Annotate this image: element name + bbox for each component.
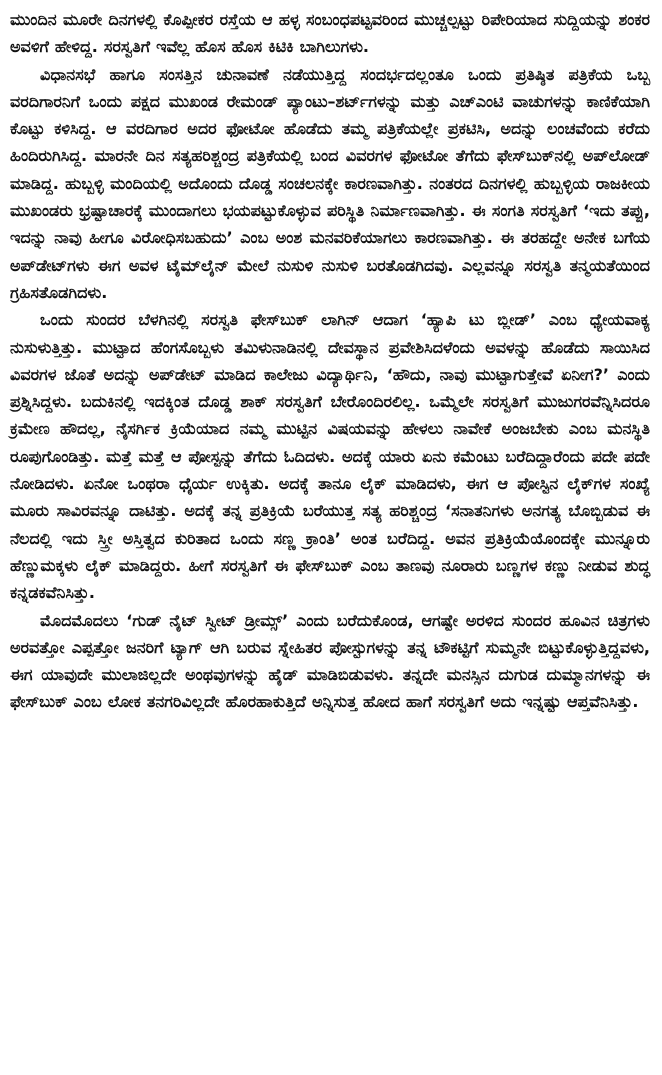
paragraph-1: ಮುಂದಿನ ಮೂರೇ ದಿನಗಳಲ್ಲಿ ಕೊಪ್ಪೀಕರ ರಸ್ತೆಯ ಆ ಹಳ್ಳ ಸಂಬಂಧಪಟ್ಟವರಿಂದ ಮುಚ್ಚಲ್ಪಟ್ಟು ರಿಪೇರಿಯಾದ ಸುದ್ದಿಯನ್ನು ಶಂಕರ ಅವಳಿಗೆ ಹೇಳಿದ್ದ. ಸರಸ್ವತಿಗೆ ಇವೆಲ್ಲ ಹೊಸ ಹೊಸ ಕಿಟಿಕಿ ಬಾಗಿಲುಗಳು. xyxy=(10,10,650,57)
paragraph-3: ಒಂದು ಸುಂದರ ಬೆಳಗಿನಲ್ಲಿ ಸರಸ್ವತಿ ಫೇಸ್‌ಬುಕ್ ಲಾಗಿನ್ ಆದಾಗ ‘ಹ್ಯಾಪಿ ಟು ಬ್ಲೀಡ್’ ಎಂಬ ಧ್ಯೇಯವಾಕ್ಯ ನುಸುಳುತ್ತಿತ್ತು. ಮುಟ್ಟಾದ ಹೆಂಗಸೊಬ್ಬಳು ತಮಿಳುನಾಡಿನಲ್ಲಿ ದೇವಸ್ಥಾನ ಪ್ರವೇಶಿಸಿದಳೆಂದು ಅವಳನ್ನು ಹೊಡೆದು ಸಾಯಿಸಿದ ವಿವರಗಳ ಜೊತೆ ಅದನ್ನು ಅಪ್‌ಡೇಟ್ ಮಾಡಿದ ಕಾಲೇಜು ವಿದ್ಯಾರ್ಥಿನಿ, ‘ಹೌದು, ನಾವು ಮುಟ್ಟಾಗುತ್ತೇವೆ ಏನೀಗ?’ ಎಂದು ಪ್ರಶ್ನಿಸಿದ್ದಳು. ಬದುಕಿನಲ್ಲಿ ಇದಕ್ಕಿಂತ ದೊಡ್ಡ ಶಾಕ್ ಸರಸ್ವತಿಗೆ ಬೇರೊಂದಿರಲಿಲ್ಲ. ಒಮ್ಮೆಲೇ ಸರಸ್ವತಿಗೆ ಮುಜುಗರವೆನ್ನಿಸಿದರೂ ಕ್ರಮೇಣ ಹೌದಲ್ಲ, ನೈಸರ್ಗಿಕ ಕ್ರಿಯೆಯಾದ ನಮ್ಮ ಮುಟ್ಟಿನ ವಿಷಯವನ್ನು ಹೇಳಲು ನಾವೇಕೆ ಅಂಜಬೇಕು ಎಂಬ ಮನಸ್ಥಿತಿ ರೂಪುಗೊಂಡಿತ್ತು. ಮತ್ತೆ ಮತ್ತೆ ಆ ಪೋಸ್ಟನ್ನು ತೆಗೆದು ಓದಿದಳು. ಅದಕ್ಕೆ ಯಾರು ಏನು ಕಮೆಂಟು ಬರೆದಿದ್ದಾರೆಂದು ಪದೇ ಪದೇ ನೋಡಿದಳು. ಏನೋ ಒಂಥರಾ ಧೈರ್ಯ ಉಕ್ಕಿತು. ಅದಕ್ಕೆ ತಾನೂ ಲೈಕ್ ಮಾಡಿದಳು, ಈಗ ಆ ಪೋಸ್ಟಿನ ಲೈಕ್‌ಗಳ ಸಂಖ್ಯೆ ಮೂರು ಸಾವಿರವನ್ನೂ ದಾಟಿತ್ತು. ಅದಕ್ಕೆ ತನ್ನ ಪ್ರತಿಕ್ರಿಯೆ ಬರೆಯುತ್ತ ಸತ್ಯ ಹರಿಶ್ಚಂದ್ರ ‘ಸನಾತನಿಗಳು ಅನಗತ್ಯ ಬೊಬ್ಬಿಡುವ ಈ ನೆಲದಲ್ಲಿ ಇದು ಸ್ತ್ರೀ ಅಸ್ತಿತ್ವದ ಕುರಿತಾದ ಒಂದು ಸಣ್ಣ ಕ್ರಾಂತಿ’ ಅಂತ ಬರೆದಿದ್ದ. ಅವನ ಪ್ರತಿಕ್ರಿಯೆಯೊಂದಕ್ಕೇ ಮುನ್ನೂರು ಹೆಣ್ಣುಮಕ್ಕಳು ಲೈಕ್ ಮಾಡಿದ್ದರು. ಹೀಗೆ ಸರಸ್ವತಿಗೆ ಈ ಫೇಸ್‌ಬುಕ್ ಎಂಬ ತಾಣವು ನೂರಾರು ಬಣ್ಣಗಳ ಕಣ್ಣು ನೀಡುವ ಶುದ್ಧ ಕನ್ನಡಕವೆನಿಸಿತ್ತು. xyxy=(10,310,651,603)
paragraph-2: ವಿಧಾನಸಭೆ ಹಾಗೂ ಸಂಸತ್ತಿನ ಚುನಾವಣೆ ನಡೆಯುತ್ತಿದ್ದ ಸಂದರ್ಭದಲ್ಲಂತೂ ಒಂದು ಪ್ರತಿಷ್ಠಿತ ಪತ್ರಿಕೆಯ ಒಬ್ಬ ವರದಿಗಾರನಿಗೆ ಒಂದು ಪಕ್ಷದ ಮುಖಂಡ ರೇಮಂಡ್ ಪ್ಯಾಂಟು–ಶರ್ಟ್‌ಗಳನ್ನು ಮತ್ತು ಎಚ್‌ಎಂಟಿ ವಾಚುಗಳನ್ನು ಕಾಣಿಕೆಯಾಗಿ ಕೊಟ್ಟು ಕಳಿಸಿದ್ದ. ಆ ವರದಿಗಾರ ಅದರ ಫೋಟೋ ಹೊಡೆದು ತಮ್ಮ ಪತ್ರಿಕೆಯಲ್ಲೇ ಪ್ರಕಟಿಸಿ, ಅದನ್ನು ಲಂಚವೆಂದು ಕರೆದು ಹಿಂದಿರುಗಿಸಿದ್ದ. ಮಾರನೇ ದಿನ ಸತ್ಯಹರಿಶ್ಚಂದ್ರ ಪತ್ರಿಕೆಯಲ್ಲಿ ಬಂದ ವಿವರಗಳ ಫೋಟೋ ತೆಗೆದು ಫೇಸ್‌ಬುಕ್‌ನಲ್ಲಿ ಅಪ್‌ಲೋಡ್ ಮಾಡಿದ್ದ. ಹುಬ್ಬಳ್ಳಿ ಮಂದಿಯಲ್ಲಿ ಅದೊಂದು ದೊಡ್ಡ ಸಂಚಲನಕ್ಕೇ ಕಾರಣವಾಗಿತ್ತು. ನಂತರದ ದಿನಗಳಲ್ಲಿ ಹುಬ್ಬಳ್ಳಿಯ ರಾಜಕೀಯ ಮುಖಂಡರು ಭ್ರಷ್ಟಾಚಾರಕ್ಕೆ ಮುಂದಾಗಲು ಭಯಪಟ್ಟುಕೊಳ್ಳುವ ಪರಿಸ್ಥಿತಿ ನಿರ್ಮಾಣವಾಗಿತ್ತು. ಈ ಸಂಗತಿ ಸರಸ್ವತಿಗೆ ‘ಇದು ತಪ್ಪು, ಇದನ್ನು ನಾವು ಹೀಗೂ ವಿರೋಧಿಸಬಹುದು’ ಎಂಬ ಅಂಶ ಮನವರಿಕೆಯಾಗಲು ಕಾರಣವಾಗಿತ್ತು. ಈ ತರಹದ್ದೇ ಅನೇಕ ಬಗೆಯ ಅಪ್‌ಡೇಟ್‌ಗಳು ಈಗ ಅವಳ ಟೈಮ್‌ಲೈನ್ ಮೇಲೆ ನುಸುಳಿ ನುಸುಳಿ ಬರತೊಡಗಿದವು. ಎಲ್ಲವನ್ನೂ ಸರಸ್ವತಿ ತನ್ಮಯತೆಯಿಂದ ಗ್ರಹಿಸತೊಡಗಿದಳು. xyxy=(10,64,650,302)
document-body xyxy=(10,6,650,716)
paragraph-4: ಮೊದಮೊದಲು ‘ಗುಡ್ ನೈಟ್ ಸ್ವೀಟ್ ಡ್ರೀಮ್ಸ್’ ಎಂದು ಬರೆದುಕೊಂಡ, ಆಗಷ್ಟೇ ಅರಳಿದ ಸುಂದರ ಹೂವಿನ ಚಿತ್ರಗಳು ಅರವತ್ತೋ ಎಪ್ಪತ್ತೋ ಜನರಿಗೆ ಟ್ಯಾಗ್ ಆಗಿ ಬರುವ ಸ್ನೇಹಿತರ ಪೋಸ್ಟುಗಳನ್ನು ತನ್ನ ಟೌಕಟ್ಟಿಗೆ ಸುಮ್ಮನೇ ಬಿಟ್ಟುಕೊಳ್ಳುತ್ತಿದ್ದವಳು, ಈಗ ಯಾವುದೇ ಮುಲಾಜಿಲ್ಲದೇ ಅಂಥವುಗಳನ್ನು ಹೈಡ್ ಮಾಡಿಬಿಡುವಳು. ತನ್ನದೇ ಮನಸ್ಸಿನ ದುಗುಡ ದುಮ್ಮಾನಗಳನ್ನು ಈ ಫೇಸ್‌ಬುಕ್ ಎಂಬ ಲೋಕ ತನಗರಿವಿಲ್ಲದೇ ಹೊರಹಾಕುತ್ತಿದೆ ಅನ್ನಿಸುತ್ತ ಹೋದ ಹಾಗೆ ಸರಸ್ವತಿಗೆ ಅದು ಇನ್ನಷ್ಟು ಆಪ್ತವೆನಿಸಿತ್ತು. xyxy=(10,610,650,712)
